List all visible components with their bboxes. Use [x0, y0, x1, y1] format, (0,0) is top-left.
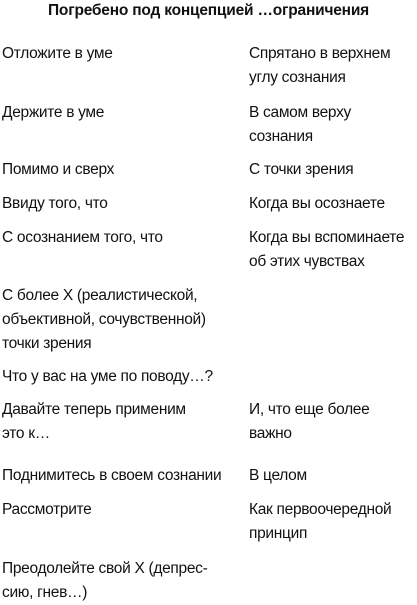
- phrase-right: [249, 158, 415, 182]
- phrase-line: это к…: [2, 425, 50, 442]
- phrase-line: Давайте теперь применим: [2, 401, 186, 418]
- phrase-left: [2, 464, 238, 488]
- phrase-right: [249, 101, 415, 149]
- phrase-line: В целом: [249, 467, 307, 484]
- phrase-line: С осознанием того, что: [2, 229, 163, 246]
- phrase-left: [2, 226, 238, 250]
- phrase-left: [2, 557, 238, 605]
- phrase-line: точки зрения: [2, 335, 92, 352]
- phrase-left: [2, 192, 238, 216]
- phrase-line: В самом верху: [249, 104, 351, 121]
- phrase-right: [249, 192, 415, 216]
- phrase-left: [2, 498, 238, 522]
- phrase-line: С более X (реалистической,: [2, 287, 198, 304]
- phrase-line: углу сознания: [249, 69, 346, 86]
- phrase-line: сознания: [249, 128, 313, 145]
- phrase-line: Что у вас на уме по поводу…?: [2, 368, 213, 385]
- phrase-line: Отложите в уме: [2, 45, 113, 62]
- phrase-left: [2, 101, 238, 125]
- phrase-line: объективной, сочувственной): [2, 311, 206, 328]
- phrase-right: [249, 226, 415, 274]
- phrase-line: И, что еще более: [249, 401, 370, 418]
- phrase-line: важно: [249, 425, 292, 442]
- phrase-line: сию, гнев…): [2, 584, 88, 601]
- phrase-line: Когда вы вспоминаете: [249, 229, 405, 246]
- phrase-left: [2, 42, 238, 66]
- phrase-right: [249, 42, 415, 90]
- phrase-line: Ввиду того, что: [2, 195, 108, 212]
- phrase-left: [2, 365, 238, 389]
- phrase-line: Как первоочередной: [249, 501, 392, 518]
- phrase-right: [249, 498, 415, 546]
- phrase-line: принцип: [249, 525, 308, 542]
- phrase-line: Помимо и сверх: [2, 161, 115, 178]
- phrase-line: Когда вы осознаете: [249, 195, 385, 212]
- phrase-line: Рассмотрите: [2, 501, 92, 518]
- phrase-left: [2, 398, 238, 446]
- phrase-right: [249, 464, 415, 488]
- phrase-line: Держите в уме: [2, 104, 105, 121]
- page-title: Погребено под концепцией …ограничения: [47, 2, 369, 19]
- phrase-line: Спрятано в верхнем: [249, 45, 391, 62]
- phrase-left: [2, 284, 238, 356]
- phrase-line: об этих чувствах: [249, 253, 365, 270]
- phrase-line: С точки зрения: [249, 161, 354, 178]
- phrase-line: Преодолейте свой X (депрес-: [2, 560, 208, 577]
- phrase-line: Поднимитесь в своем сознании: [2, 467, 222, 484]
- phrase-left: [2, 158, 238, 182]
- phrase-right: [249, 398, 415, 446]
